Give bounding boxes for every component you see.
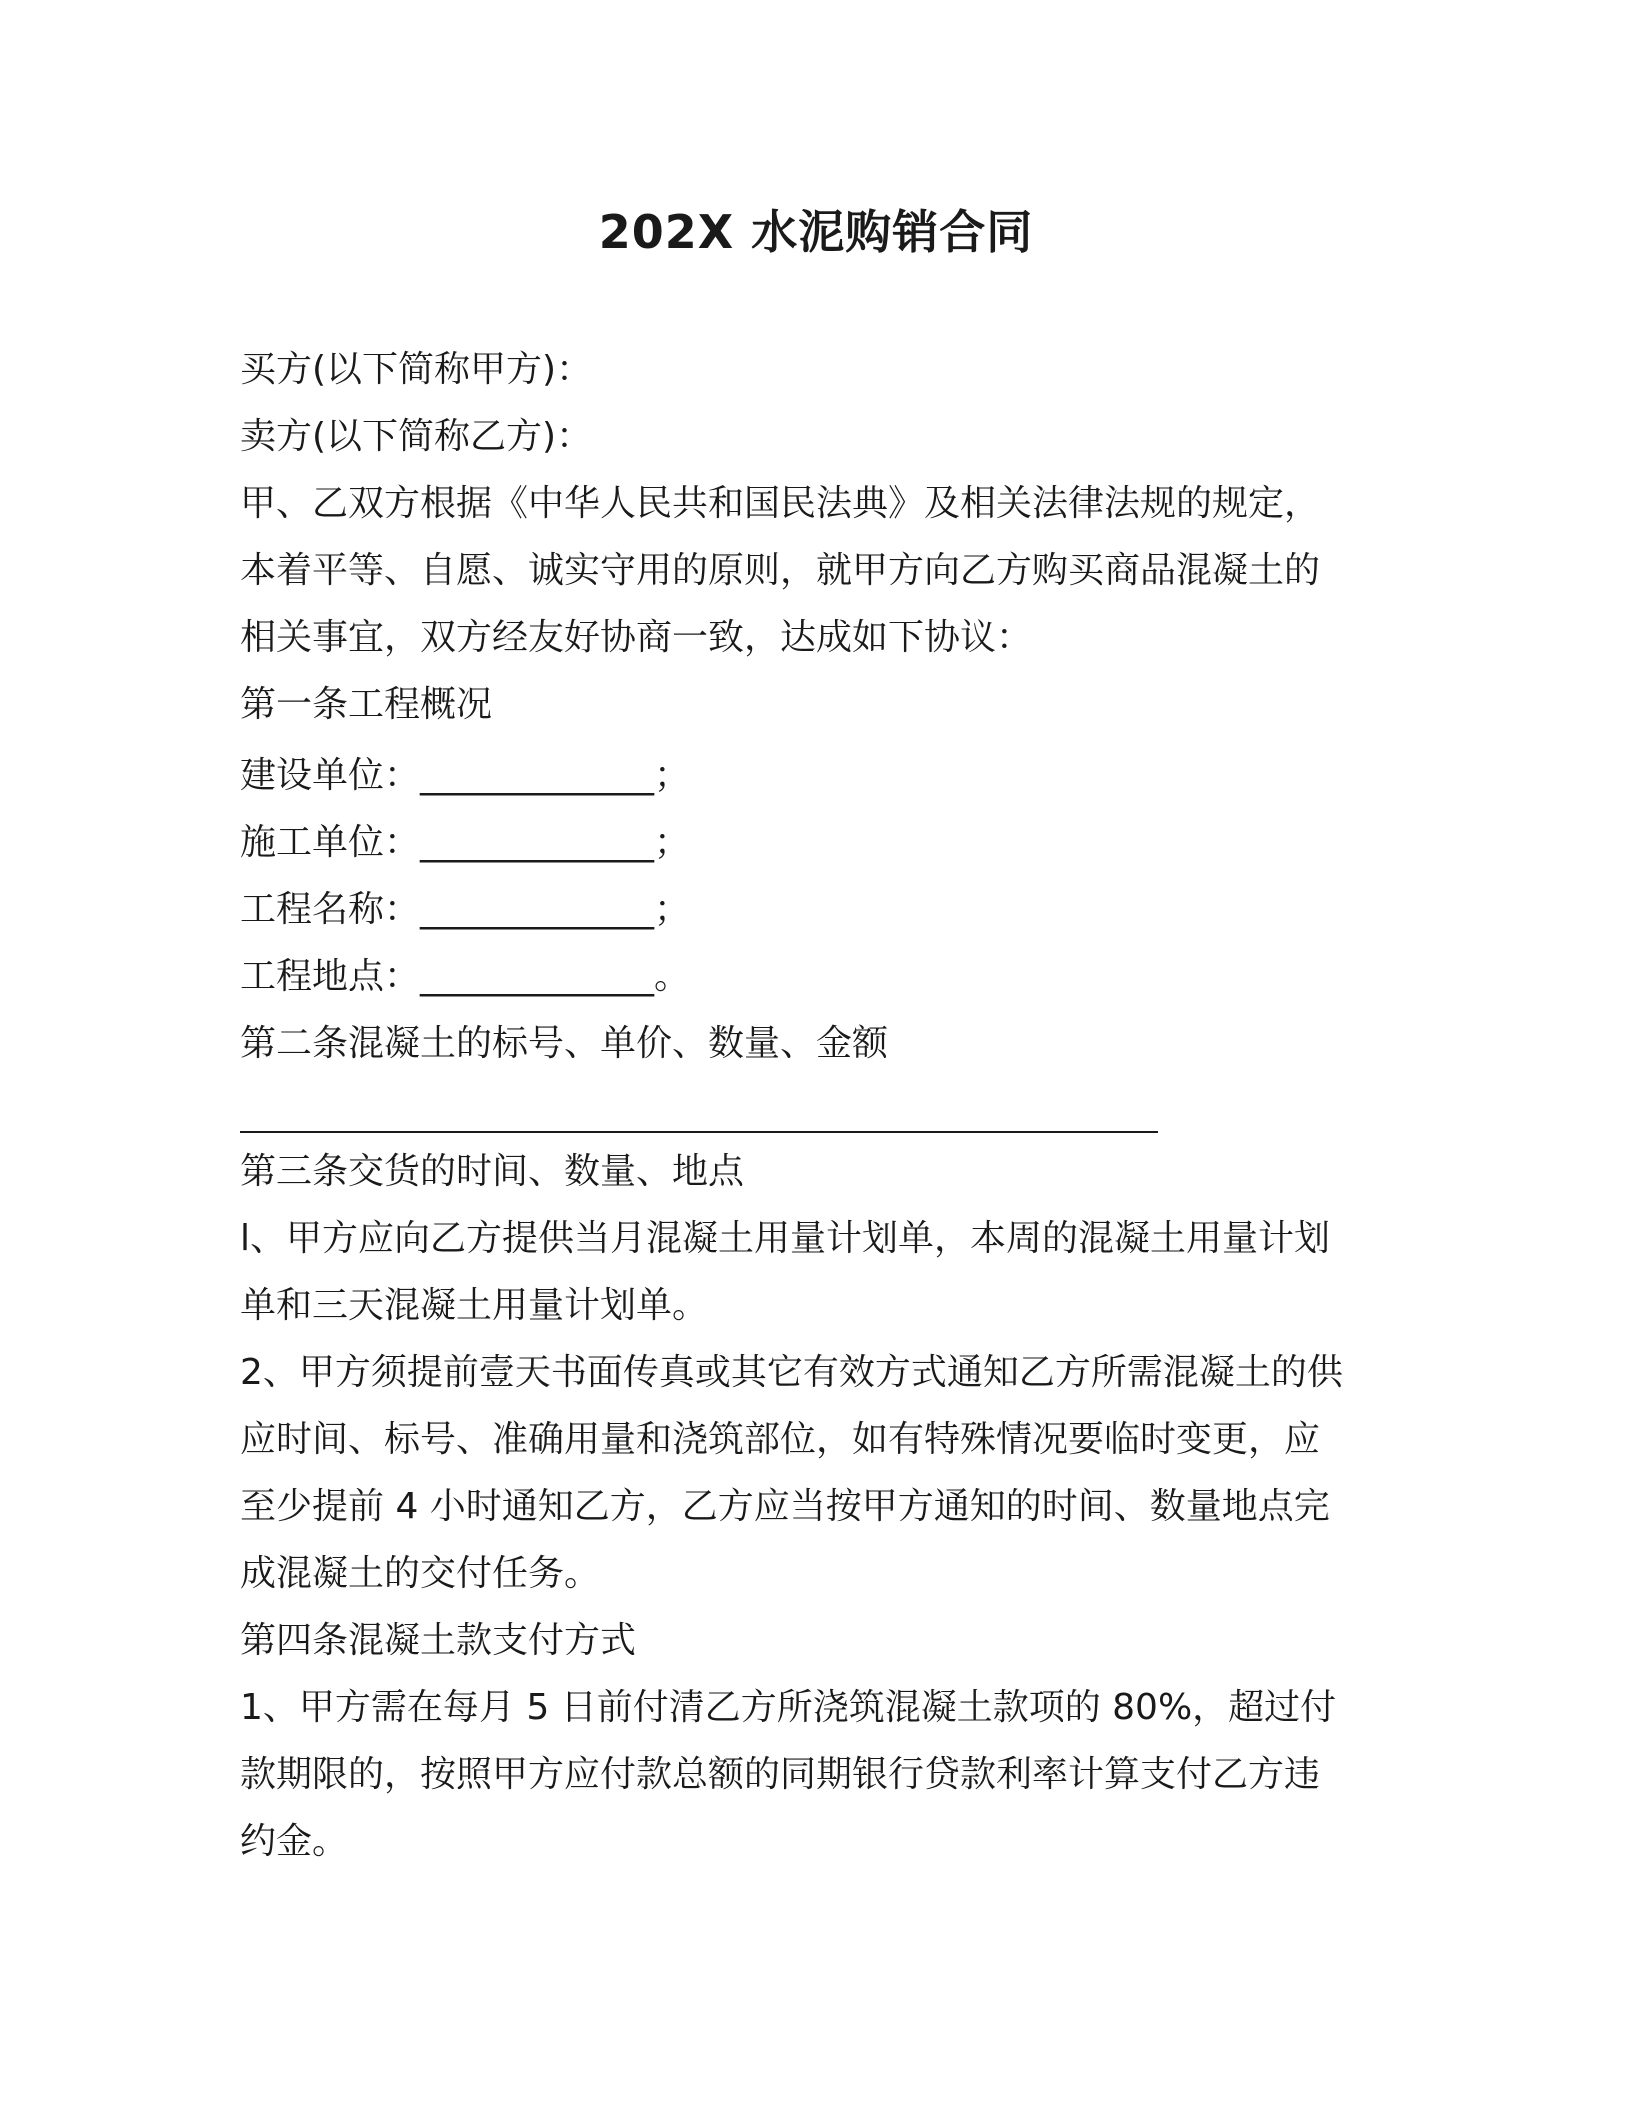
blank-fill-line <box>240 1131 1158 1133</box>
article-3-item-2-line-1: 2、甲方须提前壹天书面传真或其它有效方式通知乙方所需混凝土的供 <box>240 1352 1343 1393</box>
project-name-field: 工程名称：_____________； <box>240 889 691 930</box>
article-4-heading: 第四条混凝土款支付方式 <box>240 1620 637 1661</box>
preamble-line-3: 相关事宜，双方经友好协商一致，达成如下协议： <box>240 617 1033 658</box>
article-3-item-2-line-3: 至少提前 4 小时通知乙方，乙方应当按甲方通知的时间、数量地点完 <box>240 1486 1330 1527</box>
builder-unit-field: 施工单位：_____________； <box>240 822 691 863</box>
article-4-item-1-line-3: 约金。 <box>240 1821 349 1862</box>
article-2-heading: 第二条混凝土的标号、单价、数量、金额 <box>240 1023 889 1064</box>
article-1-heading: 第一条工程概况 <box>240 684 493 725</box>
article-4-item-1-line-2: 款期限的，按照甲方应付款总额的同期银行贷款利率计算支付乙方违 <box>240 1754 1321 1795</box>
article-3-item-2-line-4: 成混凝土的交付任务。 <box>240 1553 601 1594</box>
project-location-field: 工程地点：_____________。 <box>240 956 691 997</box>
preamble-line-1: 甲、乙双方根据《中华人民共和国民法典》及相关法律法规的规定， <box>240 483 1321 524</box>
preamble-line-2: 本着平等、自愿、诚实守用的原则，就甲方向乙方购买商品混凝土的 <box>240 550 1321 591</box>
article-3-item-1-line-1: l、甲方应向乙方提供当月混凝土用量计划单，本周的混凝土用量计划 <box>240 1218 1331 1259</box>
article-3-item-1-line-2: 单和三天混凝土用量计划单。 <box>240 1285 709 1326</box>
article-3-heading: 第三条交货的时间、数量、地点 <box>240 1151 745 1192</box>
document-title: 202X 水泥购销合同 <box>598 205 1034 259</box>
article-3-item-2-line-2: 应时间、标号、准确用量和浇筑部位，如有特殊情况要临时变更，应 <box>240 1419 1321 1460</box>
article-4-item-1-line-1: 1、甲方需在每月 5 日前付清乙方所浇筑混凝土款项的 80%，超过付 <box>240 1687 1337 1728</box>
seller-line: 卖方(以下简称乙方)： <box>240 416 593 457</box>
construction-unit-field: 建设单位：_____________； <box>240 755 691 796</box>
buyer-line: 买方(以下简称甲方)： <box>240 349 593 390</box>
